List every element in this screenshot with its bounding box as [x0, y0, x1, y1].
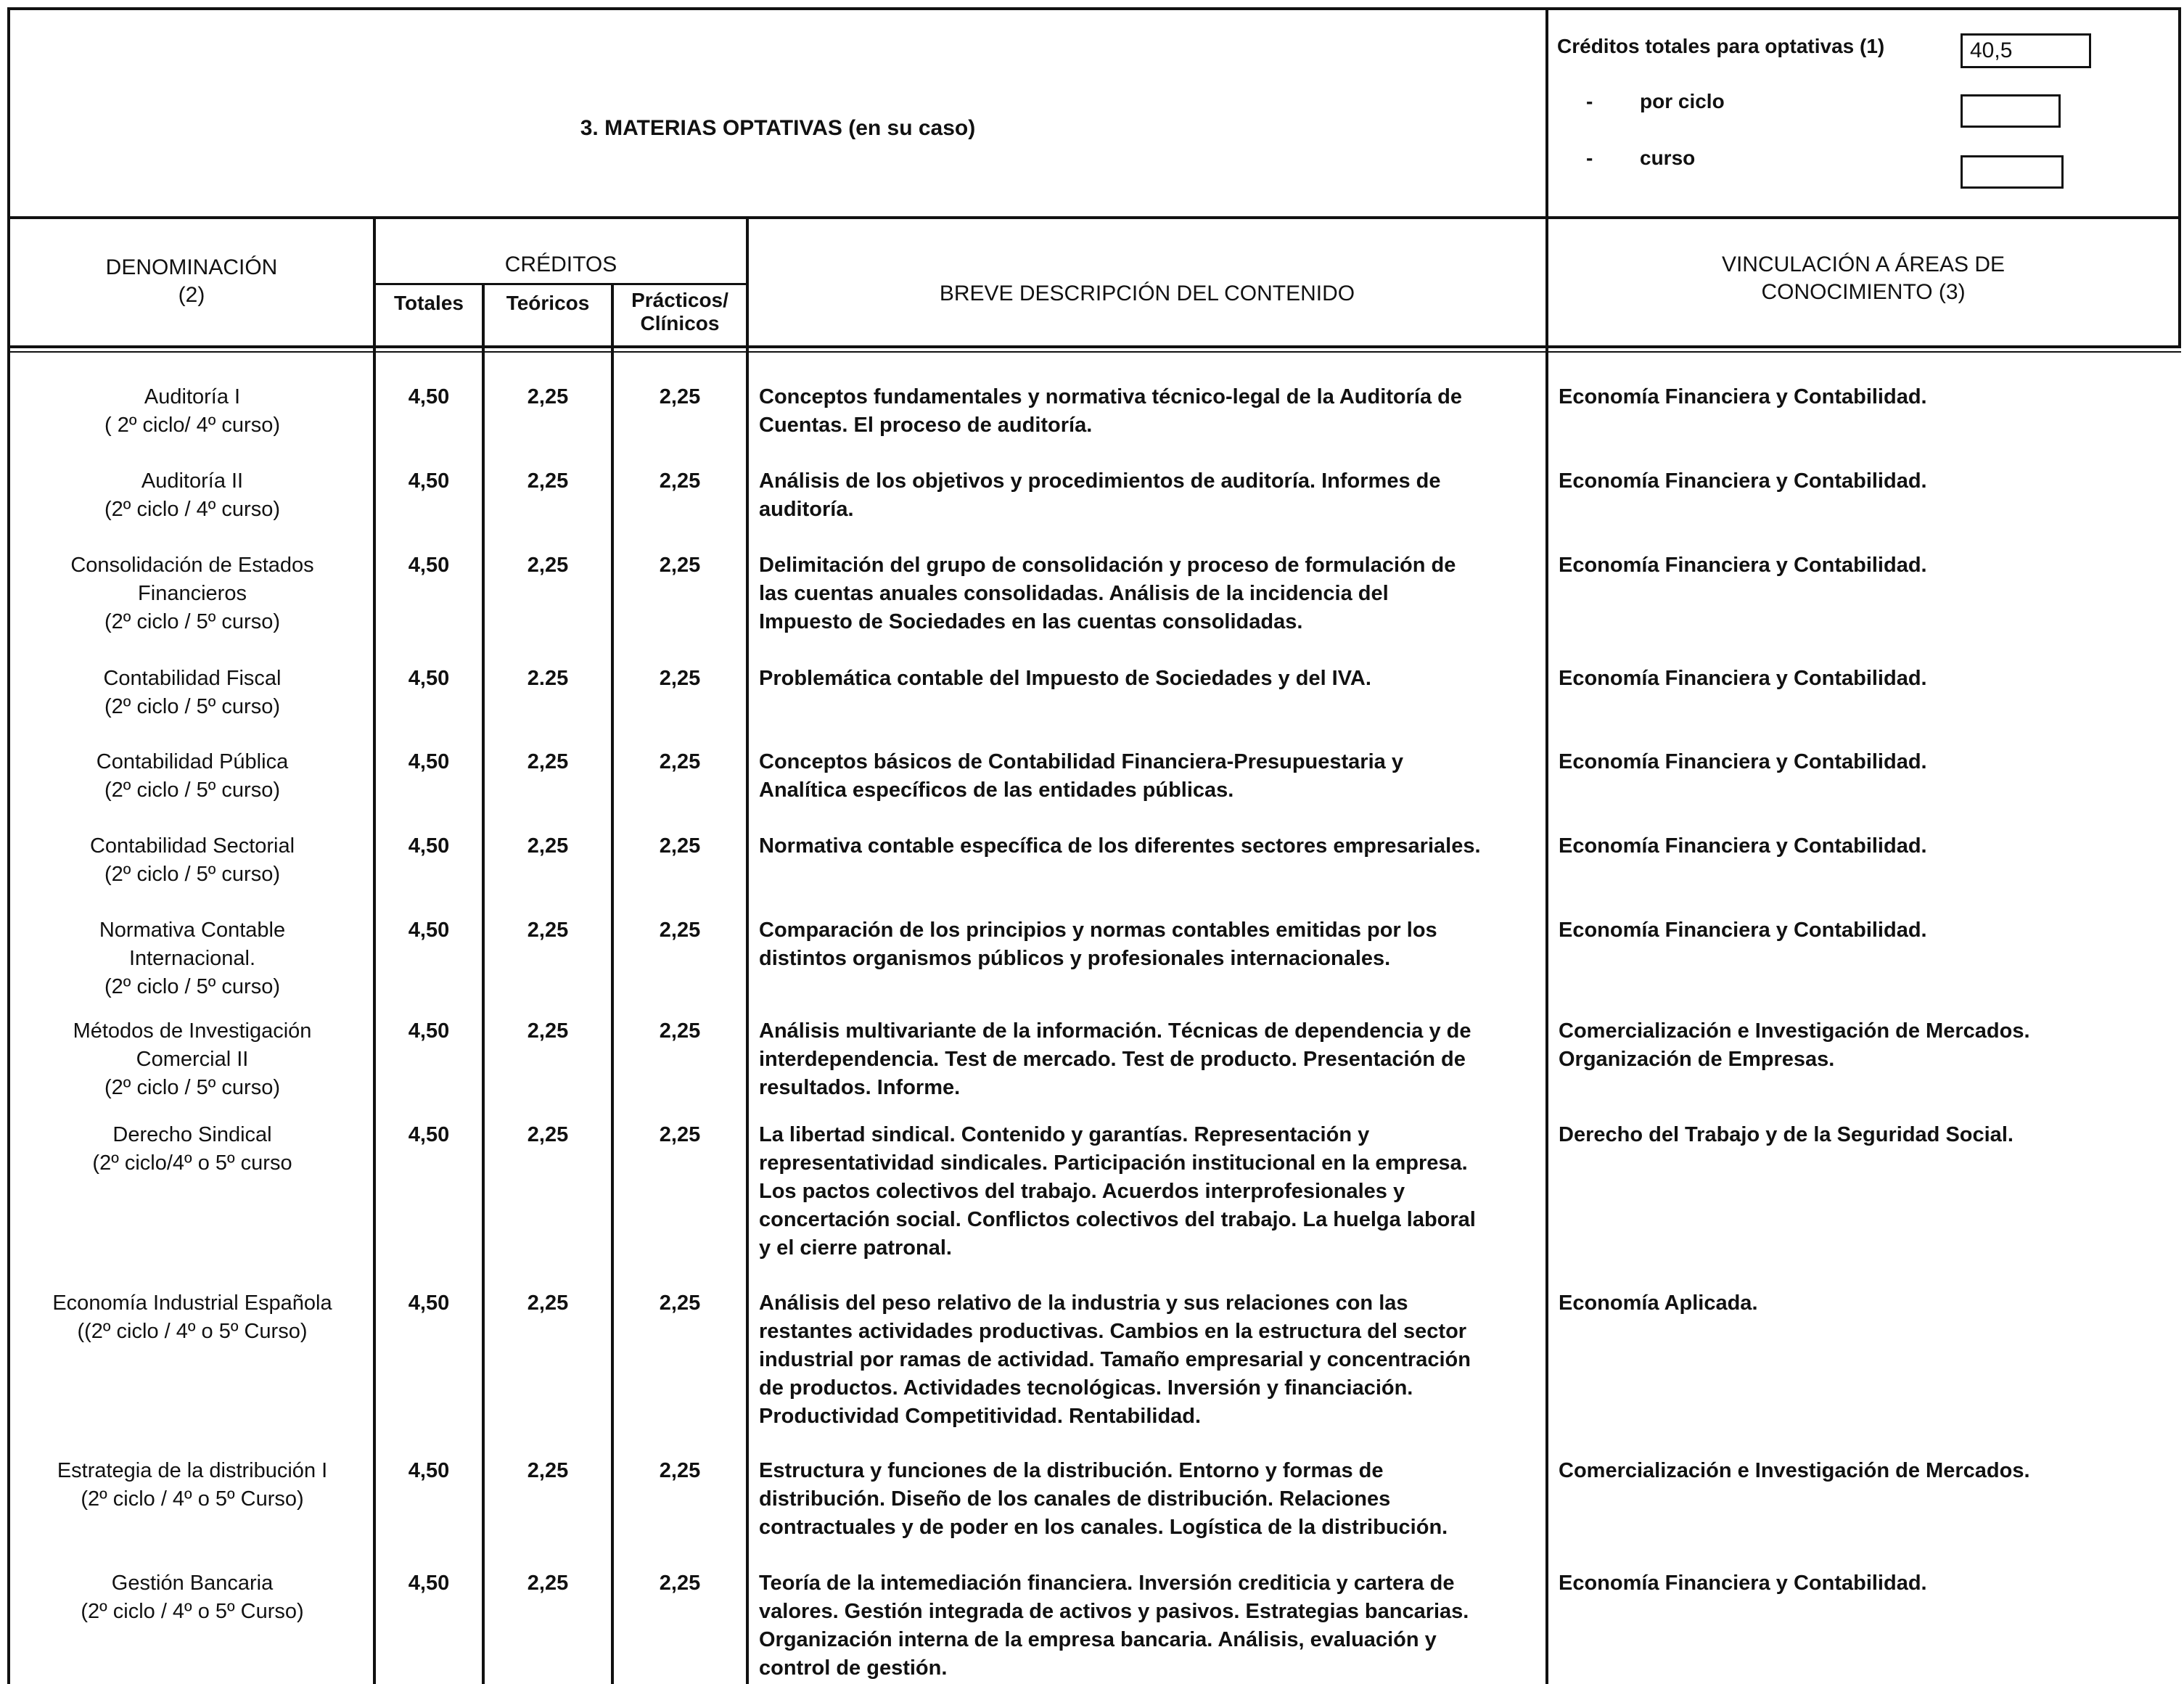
subject-description-line: Impuesto de Sociedades en las cuentas consolidadas. — [759, 610, 1303, 633]
frame-top — [7, 7, 2181, 10]
subject-name-line: (2º ciclo / 5º curso) — [104, 779, 280, 802]
credits-theory: 2,25 — [527, 1572, 569, 1595]
col-totales: Totales — [394, 292, 464, 314]
subject-name-line: Economía Industrial Española — [52, 1291, 332, 1315]
col-teoricos: Teóricos — [506, 292, 590, 314]
subject-name-line: Métodos de Investigación — [73, 1019, 312, 1043]
credits-total: 4,50 — [408, 834, 450, 858]
knowledge-area — [1559, 467, 2175, 496]
knowledge-area — [1559, 832, 2175, 861]
knowledge-area-line: Organización de Empresas. — [1559, 1048, 1835, 1071]
credits-theory: 2,25 — [527, 554, 569, 577]
subject-name — [10, 383, 374, 440]
col-practicos-line1: Prácticos/ — [631, 289, 728, 311]
subject-name-line: (2º ciclo/4º o 5º curso — [92, 1151, 292, 1175]
subject-name — [10, 916, 374, 1001]
col-creditos: CRÉDITOS — [504, 252, 617, 276]
subject-description-line: auditoría. — [759, 498, 854, 521]
knowledge-area-line: Economía Financiera y Contabilidad. — [1559, 554, 1927, 577]
subject-name-line: Internacional. — [128, 947, 256, 970]
knowledge-area-line: Economía Financiera y Contabilidad. — [1559, 919, 1927, 942]
col-practicos — [614, 289, 746, 335]
knowledge-area-line: Economía Financiera y Contabilidad. — [1559, 469, 1927, 493]
subject-name-line: ((2º ciclo / 4º o 5º Curso) — [77, 1320, 308, 1343]
subject-description-line: representatividad sindicales. Participación institucional en la empresa. — [759, 1151, 1468, 1175]
subject-name-line: (2º ciclo / 5º curso) — [104, 610, 280, 633]
knowledge-area — [1559, 1017, 2175, 1074]
subject-description-line: valores. Gestión integrada de activos y pasivos. Estrategias bancarias. — [759, 1600, 1469, 1623]
subject-description-line: Estructura y funciones de la distribución. Entorno y formas de — [759, 1459, 1384, 1482]
subject-name-line: Gestión Bancaria — [111, 1572, 274, 1595]
knowledge-area-line: Economía Financiera y Contabilidad. — [1559, 834, 1927, 858]
subject-description-line: y el cierre patronal. — [759, 1236, 952, 1260]
subject-name-line: Estrategia de la distribución I — [57, 1459, 328, 1482]
frame-right — [2178, 7, 2181, 348]
ciclo-dash: - — [1586, 90, 1593, 112]
header-bottom — [7, 216, 2181, 219]
ciclo-label: por ciclo — [1640, 90, 1725, 112]
col-vinculacion-line1: VINCULACIÓN A ÁREAS DE — [1721, 252, 2006, 276]
credits-practice: 2,25 — [659, 1291, 701, 1315]
knowledge-area — [1559, 1121, 2175, 1149]
subject-description — [759, 832, 1537, 861]
colhead-bottom-2 — [7, 351, 2181, 353]
subject-description — [759, 551, 1537, 636]
subject-name-line: Contabilidad Sectorial — [89, 834, 295, 858]
subject-description — [759, 1289, 1537, 1431]
subject-name-line: (2º ciclo / 5º curso) — [104, 863, 280, 886]
subject-description-line: restantes actividades productivas. Cambios en la estructura del sector — [759, 1320, 1467, 1343]
credits-practice: 2,25 — [659, 554, 701, 577]
subject-description — [759, 665, 1537, 693]
credits-theory: 2.25 — [527, 667, 569, 690]
curso-label: curso — [1640, 147, 1696, 169]
subject-description — [759, 1121, 1537, 1262]
curso-field[interactable] — [1961, 155, 2064, 189]
subject-description-line: resultados. Informe. — [759, 1076, 961, 1099]
total-credits-label: Créditos totales para optativas (1) — [1557, 35, 1885, 57]
knowledge-area-line: Economía Aplicada. — [1559, 1291, 1758, 1315]
subject-description-line: de productos. Actividades tecnológicas. Inversión y financiación. — [759, 1376, 1413, 1400]
section-title: 3. MATERIAS OPTATIVAS (en su caso) — [580, 116, 976, 140]
credits-total: 4,50 — [408, 919, 450, 942]
credits-practice: 2,25 — [659, 1123, 701, 1146]
subject-description — [759, 467, 1537, 524]
credits-total: 4,50 — [408, 554, 450, 577]
credits-total: 4,50 — [408, 1019, 450, 1043]
credits-total: 4,50 — [408, 750, 450, 773]
subject-name — [10, 467, 374, 524]
knowledge-area — [1559, 916, 2175, 945]
subject-description-line: Conceptos básicos de Contabilidad Financiera-Presupuestaria y — [759, 750, 1403, 773]
subject-description-line: distribución. Diseño de los canales de distribución. Relaciones — [759, 1487, 1391, 1511]
col-practicos-line2: Clínicos — [640, 312, 720, 334]
colhead-bottom — [7, 345, 2181, 348]
knowledge-area — [1559, 665, 2175, 693]
subject-description-line: La libertad sindical. Contenido y garantías. Representación y — [759, 1123, 1370, 1146]
subject-description — [759, 1569, 1537, 1683]
subject-name — [10, 832, 374, 889]
subject-name-line: ( 2º ciclo/ 4º curso) — [104, 414, 280, 437]
credits-theory: 2,25 — [527, 919, 569, 942]
credits-theory: 2,25 — [527, 469, 569, 493]
credits-total: 4,50 — [408, 1291, 450, 1315]
credits-theory: 2,25 — [527, 1459, 569, 1482]
ciclo-field[interactable] — [1961, 94, 2061, 128]
knowledge-area-line: Economía Financiera y Contabilidad. — [1559, 750, 1927, 773]
knowledge-area-line: Derecho del Trabajo y de la Seguridad Social. — [1559, 1123, 2013, 1146]
subject-name-line: (2º ciclo / 4º o 5º Curso) — [81, 1600, 304, 1623]
subject-name-line: (2º ciclo / 5º curso) — [104, 695, 280, 718]
subject-name-line: (2º ciclo / 5º curso) — [104, 1076, 280, 1099]
credits-total: 4,50 — [408, 469, 450, 493]
subject-description — [759, 1017, 1537, 1102]
credits-practice: 2,25 — [659, 385, 701, 408]
col-vinculacion — [1548, 251, 2178, 306]
credits-practice: 2,25 — [659, 919, 701, 942]
knowledge-area — [1559, 1569, 2175, 1598]
credits-total: 4,50 — [408, 1459, 450, 1482]
col-denominacion — [10, 254, 373, 309]
subject-name-line: Auditoría I — [144, 385, 241, 408]
credits-practice: 2,25 — [659, 667, 701, 690]
subject-name — [10, 1457, 374, 1513]
subject-name-line: Derecho Sindical — [112, 1123, 272, 1146]
subject-description-line: Análisis multivariante de la información. Técnicas de dependencia y de — [759, 1019, 1471, 1043]
subject-name-line: Contabilidad Fiscal — [103, 667, 282, 690]
subject-description — [759, 383, 1537, 440]
subject-description-line: Cuentas. El proceso de auditoría. — [759, 414, 1093, 437]
credits-theory: 2,25 — [527, 1123, 569, 1146]
subject-description-line: Comparación de los principios y normas contables emitidas por los — [759, 919, 1437, 942]
knowledge-area — [1559, 1289, 2175, 1318]
subject-description-line: distintos organismos públicos y profesionales internacionales. — [759, 947, 1391, 970]
subject-name — [10, 1569, 374, 1626]
credits-total: 4,50 — [408, 667, 450, 690]
credits-total: 4,50 — [408, 385, 450, 408]
col-denominacion-label: DENOMINACIÓN — [105, 255, 278, 279]
credits-practice: 2,25 — [659, 750, 701, 773]
subject-description — [759, 916, 1537, 973]
subject-name-line: Financieros — [138, 582, 247, 605]
credits-theory: 2,25 — [527, 834, 569, 858]
subject-name-line: Consolidación de Estados — [70, 554, 314, 577]
knowledge-area-line: Economía Financiera y Contabilidad. — [1559, 1572, 1927, 1595]
subject-description-line: control de gestión. — [759, 1656, 948, 1680]
knowledge-area — [1559, 383, 2175, 411]
col-denominacion-note: (2) — [178, 283, 205, 307]
subject-description-line: Organización interna de la empresa bancaria. Análisis, evaluación y — [759, 1628, 1437, 1651]
knowledge-area-line: Comercialización e Investigación de Mercados. — [1559, 1019, 2030, 1043]
subject-description-line: Conceptos fundamentales y normativa técnico-legal de la Auditoría de — [759, 385, 1463, 408]
subject-description-line: Normativa contable específica de los diferentes sectores empresariales. — [759, 834, 1481, 858]
subject-name — [10, 1289, 374, 1346]
subject-name — [10, 665, 374, 721]
subject-description — [759, 1457, 1537, 1542]
subject-name-line: Normativa Contable — [99, 919, 286, 942]
credits-practice: 2,25 — [659, 469, 701, 493]
credits-theory: 2,25 — [527, 1019, 569, 1043]
credits-practice: 2,25 — [659, 1019, 701, 1043]
knowledge-area — [1559, 748, 2175, 776]
credits-total: 4,50 — [408, 1572, 450, 1595]
col-vinculacion-line2: CONOCIMIENTO (3) — [1761, 280, 1966, 304]
credits-practice: 2,25 — [659, 834, 701, 858]
subject-description-line: contractuales y de poder en los canales. Logística de la distribución. — [759, 1516, 1448, 1539]
subject-name-line: (2º ciclo / 4º o 5º Curso) — [81, 1487, 304, 1511]
subject-description — [759, 748, 1537, 805]
subject-description-line: concertación social. Conflictos colectivos del trabajo. La huelga laboral — [759, 1208, 1476, 1231]
subject-name-line: Comercial II — [136, 1048, 249, 1071]
subject-name — [10, 748, 374, 805]
curso-dash: - — [1586, 147, 1593, 169]
knowledge-area — [1559, 551, 2175, 580]
subject-name — [10, 1121, 374, 1178]
credits-theory: 2,25 — [527, 1291, 569, 1315]
knowledge-area-line: Economía Financiera y Contabilidad. — [1559, 385, 1927, 408]
knowledge-area-line: Economía Financiera y Contabilidad. — [1559, 667, 1927, 690]
subject-description-line: Problemática contable del Impuesto de Sociedades y del IVA. — [759, 667, 1371, 690]
subject-name-line: Contabilidad Pública — [96, 750, 289, 773]
subject-name — [10, 551, 374, 636]
subject-name-line: Auditoría II — [141, 469, 244, 493]
subject-name-line: (2º ciclo / 4º curso) — [104, 498, 280, 521]
credits-total: 4,50 — [408, 1123, 450, 1146]
credits-practice: 2,25 — [659, 1572, 701, 1595]
subject-description-line: Análisis del peso relativo de la industria y sus relaciones con las — [759, 1291, 1408, 1315]
subject-description-line: Analítica específicos de las entidades públicas. — [759, 779, 1234, 802]
subject-description-line: Productividad Competitividad. Rentabilidad. — [759, 1405, 1202, 1428]
total-credits-field[interactable]: 40,5 — [1961, 33, 2091, 68]
col-descripcion: BREVE DESCRIPCIÓN DEL CONTENIDO — [939, 282, 1355, 305]
credits-theory: 2,25 — [527, 385, 569, 408]
subject-description-line: interdependencia. Test de mercado. Test de producto. Presentación de — [759, 1048, 1466, 1071]
subject-name-line: (2º ciclo / 5º curso) — [104, 975, 280, 998]
subject-name — [10, 1017, 374, 1102]
subject-description-line: Delimitación del grupo de consolidación y proceso de formulación de — [759, 554, 1456, 577]
subject-description-line: Los pactos colectivos del trabajo. Acuerdos interprofesionales y — [759, 1180, 1405, 1203]
knowledge-area-line: Comercialización e Investigación de Mercados. — [1559, 1459, 2030, 1482]
credits-practice: 2,25 — [659, 1459, 701, 1482]
subject-description-line: las cuentas anuales consolidadas. Análisis de la incidencia del — [759, 582, 1389, 605]
creditos-underline — [373, 283, 749, 285]
subject-description-line: Análisis de los objetivos y procedimientos de auditoría. Informes de — [759, 469, 1441, 493]
credits-theory: 2,25 — [527, 750, 569, 773]
knowledge-area — [1559, 1457, 2175, 1485]
subject-description-line: Teoría de la intemediación financiera. Inversión crediticia y cartera de — [759, 1572, 1455, 1595]
subject-description-line: industrial por ramas de actividad. Tamaño empresarial y concentración — [759, 1348, 1471, 1371]
